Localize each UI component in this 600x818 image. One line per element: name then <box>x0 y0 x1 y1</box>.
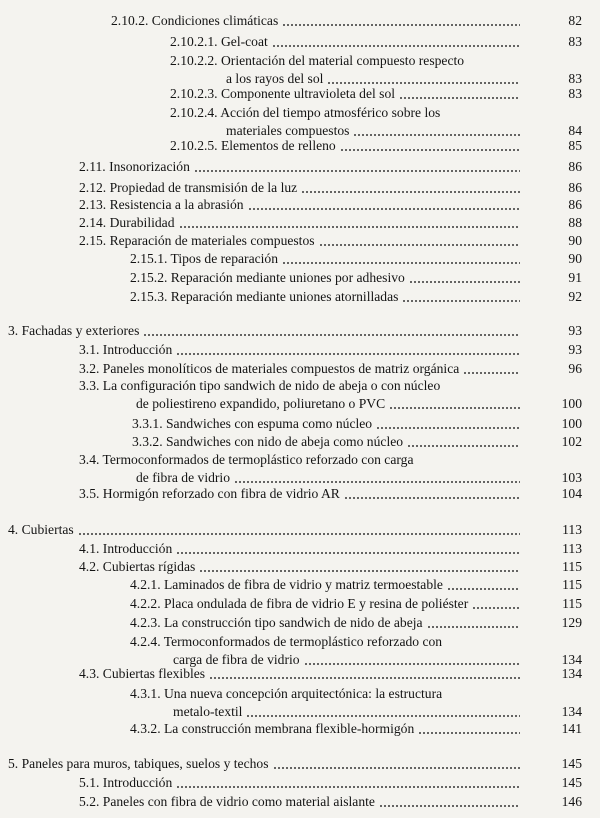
dot-leader <box>272 45 520 47</box>
toc-entry-title: 4.3.1. Una nueva concepción arquitectónica: la estructura <box>130 686 443 701</box>
toc-page-number: 86 <box>568 180 582 195</box>
dot-leader <box>179 226 520 228</box>
toc-entry-title-continued: materiales compuestos <box>226 123 350 138</box>
dot-leader <box>176 353 520 355</box>
toc-page-number: 83 <box>568 71 582 86</box>
toc-page-number: 85 <box>568 138 582 153</box>
toc-entry-title-continued: metalo-textil <box>173 704 243 719</box>
toc-entry-title: 5.1. Introducción <box>79 775 173 790</box>
toc-page-number: 93 <box>568 323 582 338</box>
dot-leader <box>399 97 520 99</box>
toc-entry-title: 2.10.2.3. Componente ultravioleta del sol <box>170 86 396 101</box>
toc-entry-title-continued: de fibra de vidrio <box>136 470 230 485</box>
dot-leader <box>282 262 520 264</box>
dot-leader <box>409 281 520 283</box>
toc-entry-title: 4.2.1. Laminados de fibra de vidrio y matriz termoestable <box>130 577 443 592</box>
toc-page-number: 134 <box>561 666 582 681</box>
toc-entry-title: 2.13. Resistencia a la abrasión <box>79 197 244 212</box>
toc-page-number: 103 <box>561 470 582 485</box>
toc-entry-title: 4. Cubiertas <box>8 522 74 537</box>
dot-leader <box>427 626 520 628</box>
toc-page-number: 129 <box>561 615 582 630</box>
toc-entry-title: 4.2.3. La construcción tipo sandwich de nido de abeja <box>130 615 423 630</box>
toc-entry-title: 2.15.2. Reparación mediante uniones por adhesivo <box>130 270 405 285</box>
toc-entry-title: 2.15.3. Reparación mediante uniones atornilladas <box>130 289 399 304</box>
toc-page-number: 83 <box>568 34 582 49</box>
dot-leader <box>176 552 520 554</box>
toc-entry-title: 2.14. Durabilidad <box>79 215 175 230</box>
toc-entry-title: 2.11. Insonorización <box>79 159 190 174</box>
toc-entry-title-continued: de poliestireno expandido, poliuretano o PVC <box>136 396 386 411</box>
toc-entry-title: 5. Paneles para muros, tabiques, suelos y techos <box>8 756 269 771</box>
toc-page-number: 100 <box>561 416 582 431</box>
toc-entry-title: 3.2. Paneles monolíticos de materiales compuestos de matriz orgánica <box>79 361 460 376</box>
toc-page-number: 115 <box>562 577 582 592</box>
dot-leader <box>402 300 520 302</box>
toc-entry-title: 2.12. Propiedad de transmisión de la luz <box>79 180 298 195</box>
toc-page-number: 141 <box>561 721 582 736</box>
toc-page-number: 96 <box>568 361 582 376</box>
toc-entry-title: 4.3.2. La construcción membrana flexible-hormigón <box>130 721 415 736</box>
dot-leader <box>379 805 520 807</box>
dot-leader <box>344 497 520 499</box>
toc-page-number: 100 <box>561 396 582 411</box>
dot-leader <box>176 786 520 788</box>
dot-leader <box>78 533 520 535</box>
toc-entry-title: 4.2.4. Termoconformados de termoplástico reforzado con <box>130 634 443 649</box>
toc-page-number: 115 <box>562 596 582 611</box>
toc-entry-title: 2.10.2.4. Acción del tiempo atmosférico sobre los <box>170 105 441 120</box>
toc-entry-title: 3.3. La configuración tipo sandwich de nido de abeja o con núcleo <box>79 378 441 393</box>
toc-entry-title-continued: carga de fibra de vidrio <box>173 652 300 667</box>
toc-page-number: 134 <box>561 652 582 667</box>
toc-entry-title: 4.2.2. Placa ondulada de fibra de vidrio E y resina de poliéster <box>130 596 469 611</box>
toc-page-number: 104 <box>561 486 582 501</box>
toc-entry-title: 4.1. Introducción <box>79 541 173 556</box>
toc-page-number: 134 <box>561 704 582 719</box>
toc-entry-title: 2.10.2.2. Orientación del material compuesto respecto <box>170 53 465 68</box>
toc-entry-title: 3.3.2. Sandwiches con nido de abeja como núcleo <box>132 434 404 449</box>
dot-leader <box>246 715 520 717</box>
dot-leader <box>418 732 520 734</box>
dot-leader <box>340 149 520 151</box>
dot-leader <box>353 134 520 136</box>
toc-entry-title: 3.1. Introducción <box>79 342 173 357</box>
dot-leader <box>194 170 520 172</box>
toc-page-number: 88 <box>568 215 582 230</box>
toc-entry-title: 2.10.2.5. Elementos de relleno <box>170 138 336 153</box>
dot-leader <box>248 208 520 210</box>
toc-entry-title: 4.3. Cubiertas flexibles <box>79 666 206 681</box>
toc-page-number: 115 <box>562 559 582 574</box>
toc-page-number: 102 <box>561 434 582 449</box>
toc-page-number: 90 <box>568 251 582 266</box>
toc-page-number: 145 <box>561 756 582 771</box>
toc-entry-title: 3. Fachadas y exteriores <box>8 323 140 338</box>
dot-leader <box>304 663 520 665</box>
dot-leader <box>327 82 520 84</box>
dot-leader <box>209 677 520 679</box>
toc-page-number: 93 <box>568 342 582 357</box>
toc-page-number: 91 <box>568 270 582 285</box>
toc-entry-title: 3.3.1. Sandwiches con espuma como núcleo <box>132 416 373 431</box>
toc-page-number: 84 <box>568 123 582 138</box>
toc-entry-title: 2.10.2. Condiciones climáticas <box>111 13 279 28</box>
dot-leader <box>319 244 520 246</box>
toc-entry-title: 5.2. Paneles con fibra de vidrio como material aislante <box>79 794 375 809</box>
dot-leader <box>407 445 520 447</box>
toc-page-number: 90 <box>568 233 582 248</box>
toc-page-number: 82 <box>568 13 582 28</box>
toc-page-number: 86 <box>568 159 582 174</box>
dot-leader <box>447 588 520 590</box>
dot-leader <box>472 607 520 609</box>
toc-entry-title-continued: a los rayos del sol <box>226 71 324 86</box>
toc-entry-title: 2.15.1. Tipos de reparación <box>130 251 279 266</box>
toc-page-number: 146 <box>561 794 582 809</box>
dot-leader <box>282 24 520 26</box>
toc-entry-title: 2.15. Reparación de materiales compuestos <box>79 233 315 248</box>
toc-page-number: 113 <box>562 522 582 537</box>
toc-entry-title: 3.5. Hormigón reforzado con fibra de vidrio AR <box>79 486 340 501</box>
toc-page-number: 83 <box>568 86 582 101</box>
dot-leader <box>376 427 520 429</box>
toc-entry-title: 2.10.2.1. Gel-coat <box>170 34 268 49</box>
dot-leader <box>143 334 520 336</box>
dot-leader <box>301 191 520 193</box>
toc-entry-title: 3.4. Termoconformados de termoplástico reforzado con carga <box>79 452 414 467</box>
toc-page-number: 92 <box>568 289 582 304</box>
dot-leader <box>234 481 520 483</box>
toc-page-number: 86 <box>568 197 582 212</box>
toc-page-number: 145 <box>561 775 582 790</box>
dot-leader <box>273 767 521 769</box>
dot-leader <box>463 372 520 374</box>
toc-entry-title: 4.2. Cubiertas rígidas <box>79 559 196 574</box>
dot-leader <box>199 570 520 572</box>
toc-page-number: 113 <box>562 541 582 556</box>
dot-leader <box>389 407 520 409</box>
